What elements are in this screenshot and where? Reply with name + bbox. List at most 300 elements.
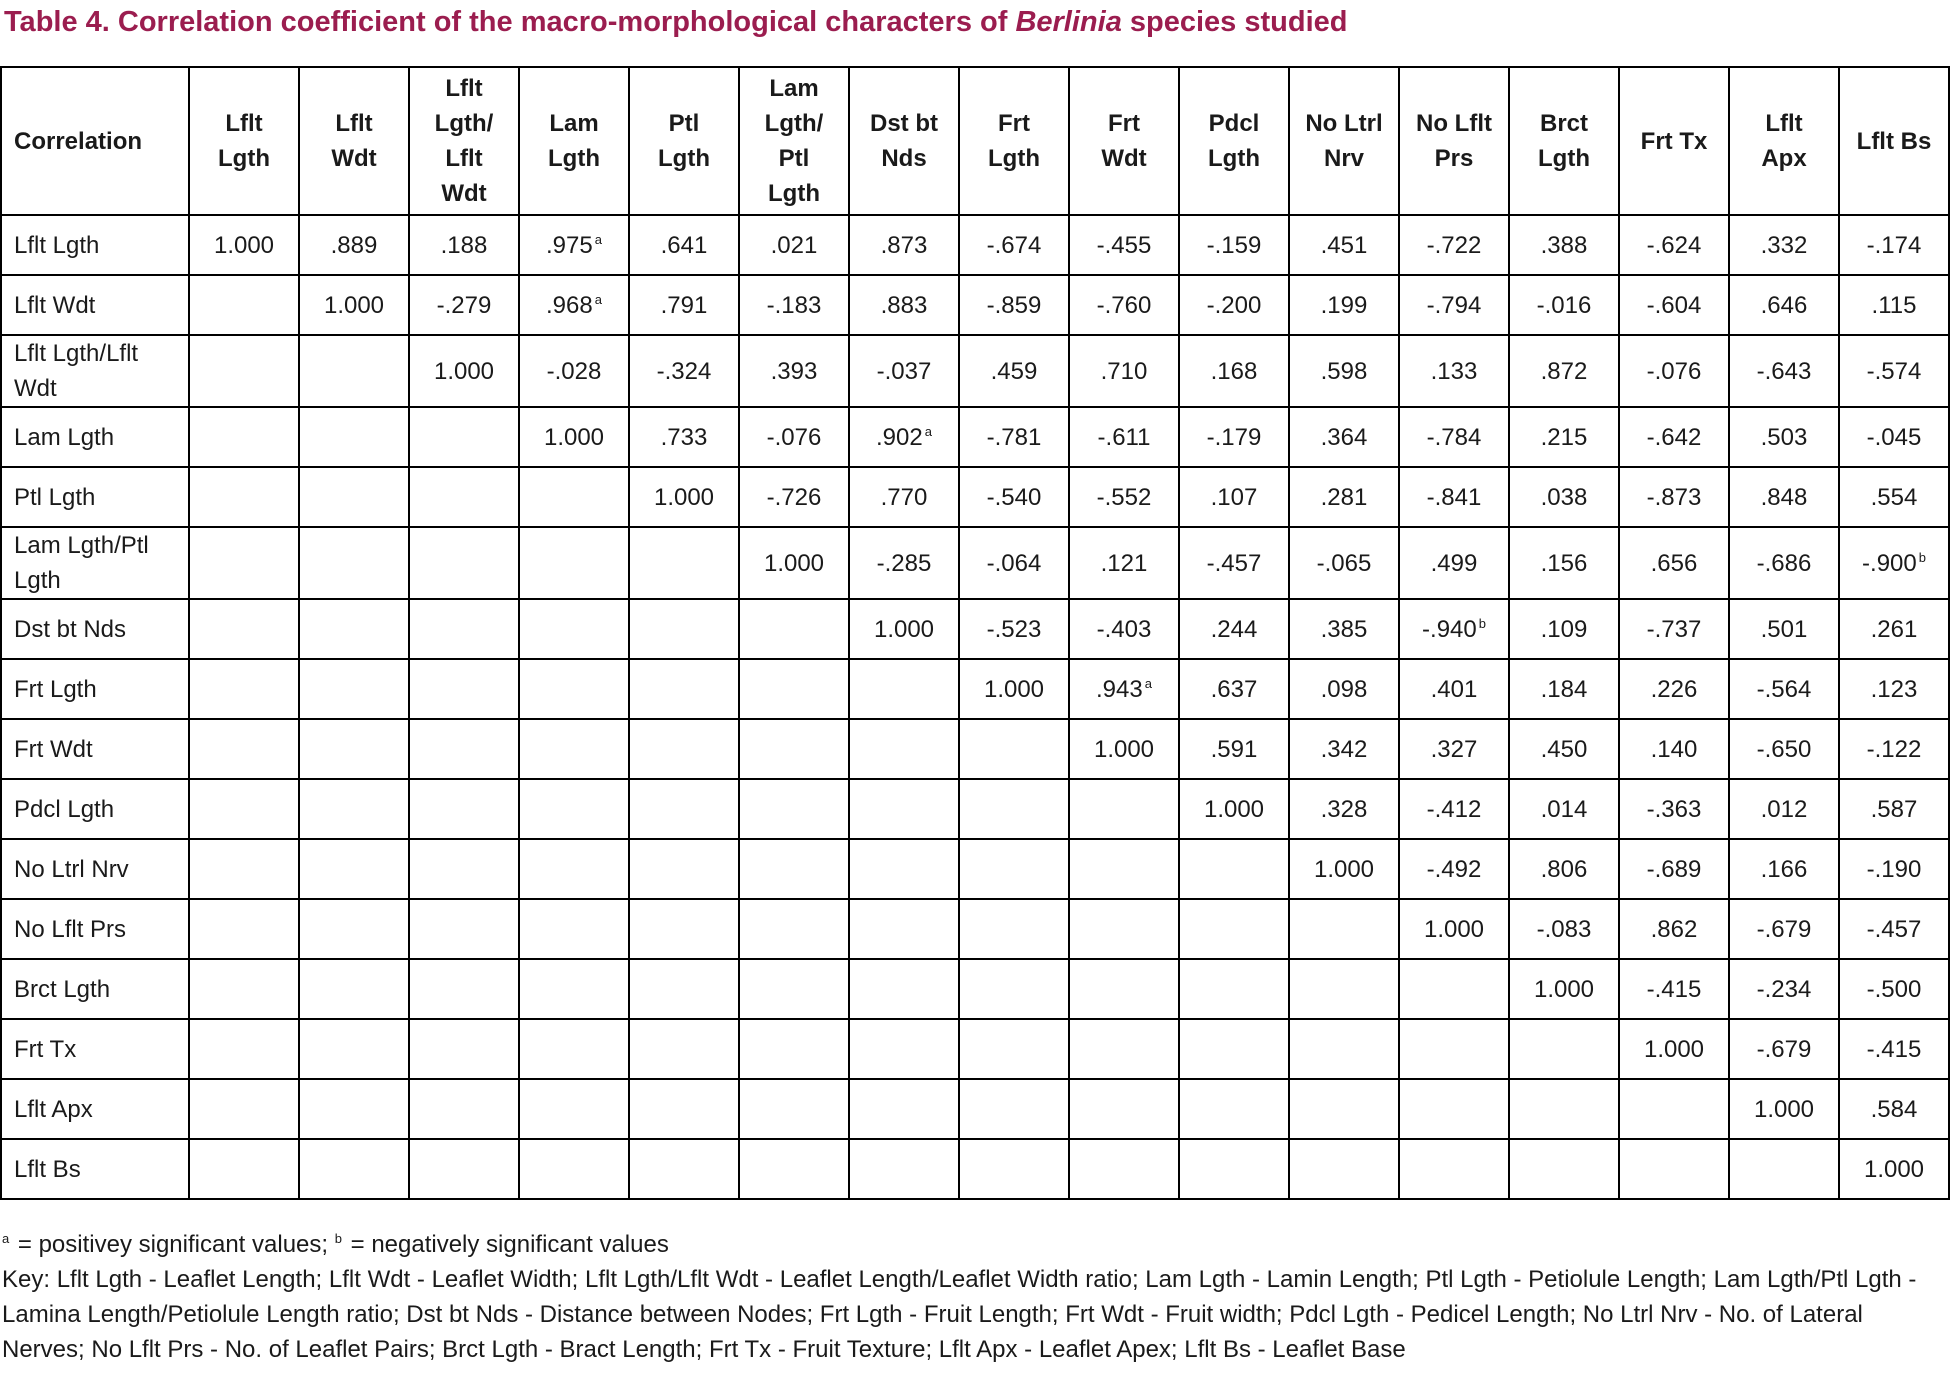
table-cell [1069,719,1179,779]
column-header-line: Nrv [1323,145,1365,172]
cell-value: -.794 [1426,291,1482,319]
cell-value: 1.000 [1423,915,1485,943]
table-row [1,215,1949,275]
table-cell [189,467,299,527]
cell-value: -.159 [1206,231,1262,259]
table-cell [1289,215,1399,275]
footnote-text-b: = negatively significant values [343,1231,669,1258]
row-label-line: Frt Tx [14,1035,77,1063]
table-row [1,527,1949,599]
cell-value: -.564 [1756,675,1812,703]
table-cell [299,599,409,659]
table-cell [189,407,299,467]
table-cell [1619,275,1729,335]
table-cell [519,599,629,659]
table-cell [849,275,959,335]
column-header-line: Frt Tx [1640,127,1708,155]
column-header [1289,67,1399,215]
cell-value: .889 [330,231,378,259]
table-cell [849,527,959,599]
table-cell [1289,467,1399,527]
table-cell [189,839,299,899]
table-cell [189,527,299,599]
table-cell [1069,1079,1179,1139]
table-cell [1179,659,1289,719]
column-header-line: Lflt [225,110,263,137]
cell-value: .501 [1760,615,1808,643]
row-label [1,527,189,599]
table-cell [1839,527,1949,599]
row-label [1,467,189,527]
table-cell [519,527,629,599]
table-cell [1399,275,1509,335]
table-cell [299,275,409,335]
cell-value: -.940 [1422,615,1477,643]
column-header [189,67,299,215]
table-cell [959,215,1069,275]
cell-value: -.604 [1646,291,1702,319]
cell-value: 1.000 [983,675,1045,703]
cell-value: -.679 [1756,1035,1812,1063]
table-cell [1069,659,1179,719]
cell-value: -.457 [1206,549,1262,577]
table-row [1,899,1949,959]
table-cell [1289,899,1399,959]
table-cell [189,959,299,1019]
table-cell [1399,839,1509,899]
cell-value: 1.000 [213,231,275,259]
table-cell [1619,527,1729,599]
cell-value: 1.000 [653,483,715,511]
table-cell [739,1139,849,1199]
table-cell [1729,215,1839,275]
cell-value: .459 [990,357,1038,385]
table-row [1,599,1949,659]
cell-value: -.083 [1536,915,1592,943]
column-header-line: Lam [769,75,819,102]
table-cell [1509,335,1619,407]
cell-value: .733 [660,423,708,451]
cell-value: .848 [1760,483,1808,511]
table-cell [1179,527,1289,599]
cell-value: -.574 [1866,357,1922,385]
row-label-line: Pdcl Lgth [14,795,115,823]
cell-value: -.726 [766,483,822,511]
cell-value: 1.000 [1203,795,1265,823]
row-label [1,779,189,839]
cell-value: -.174 [1866,231,1922,259]
footnote-mark-a: a [2,1231,10,1246]
table-cell [1179,467,1289,527]
table-cell [409,719,519,779]
table-cell [1509,719,1619,779]
table-cell [629,659,739,719]
table-cell [1839,335,1949,407]
cell-value: -.689 [1646,855,1702,883]
significance-footnote [2,1227,1950,1262]
table-cell [299,839,409,899]
cell-value: .968 [546,291,593,319]
table-cell [299,779,409,839]
table-cell [519,959,629,1019]
table-cell [629,1139,739,1199]
cell-value: .166 [1760,855,1808,883]
table-cell [1069,275,1179,335]
table-cell [1839,275,1949,335]
significance-mark: b [1478,615,1486,631]
cell-value: .184 [1540,675,1588,703]
table-cell [959,899,1069,959]
table-cell [1509,215,1619,275]
table-cell [299,215,409,275]
table-cell [1179,779,1289,839]
cell-value: -.679 [1756,915,1812,943]
cell-value: .244 [1210,615,1258,643]
table-cell [959,335,1069,407]
cell-value: 1.000 [433,357,495,385]
row-label [1,719,189,779]
column-header [1069,67,1179,215]
table-cell [519,1079,629,1139]
table-cell [629,407,739,467]
table-cell [1069,1019,1179,1079]
row-label [1,1019,189,1079]
table-cell [1509,599,1619,659]
table-cell [409,1139,519,1199]
table-cell [519,335,629,407]
cell-value: .806 [1540,855,1588,883]
table-cell [1619,719,1729,779]
cell-value: -.686 [1756,549,1812,577]
column-header-line: Wdt [441,180,487,207]
cell-value: .133 [1430,357,1478,385]
column-header-line: Lflt Bs [1856,127,1932,155]
cell-value: -.873 [1646,483,1702,511]
table-cell [1729,467,1839,527]
table-row [1,839,1949,899]
cell-value: -.781 [986,423,1042,451]
table-cell [1729,1139,1839,1199]
column-header [739,67,849,215]
table-cell [849,719,959,779]
table-cell [849,959,959,1019]
table-cell [299,335,409,407]
column-header-line: Lflt [445,145,483,172]
table-cell [629,779,739,839]
table-cell [409,779,519,839]
column-header-line: Lflt [1765,110,1803,137]
table-cell [1509,899,1619,959]
cell-value: .637 [1210,675,1258,703]
column-header [1729,67,1839,215]
table-cell [409,899,519,959]
cell-value: -.540 [986,483,1042,511]
cell-value: .199 [1320,291,1368,319]
table-cell [1289,1139,1399,1199]
row-label-line: Lflt Lgth [14,231,100,259]
table-cell [1399,1019,1509,1079]
cell-value: .770 [880,483,928,511]
row-label [1,1079,189,1139]
column-header-line: Nds [881,145,927,172]
cell-value: 1.000 [1753,1095,1815,1123]
cell-value: .021 [770,231,818,259]
column-header-line: Frt [998,110,1030,137]
table-cell [1289,407,1399,467]
cell-value: .499 [1430,549,1478,577]
row-label [1,335,189,407]
cell-value: 1.000 [1533,975,1595,1003]
table-cell [739,959,849,1019]
column-header-line: Lflt [335,110,373,137]
cell-value: .215 [1540,423,1588,451]
cell-value: 1.000 [1313,855,1375,883]
table-cell [1729,335,1839,407]
table-cell [1509,839,1619,899]
cell-value: .107 [1210,483,1258,511]
cell-value: .342 [1320,735,1368,763]
row-label-line: Lflt Wdt [14,291,96,319]
table-cell [409,659,519,719]
table-cell [1289,839,1399,899]
table-cell [189,1019,299,1079]
table-cell [629,467,739,527]
cell-value: .115 [1871,291,1917,319]
cell-value: -.674 [986,231,1042,259]
table-cell [1289,959,1399,1019]
table-cell [739,779,849,839]
table-cell [1179,899,1289,959]
row-label-line: Dst bt Nds [14,615,127,643]
cell-value: .943 [1096,675,1143,703]
column-header-line: Lgth [1538,145,1590,172]
significance-mark: a [924,423,932,439]
table-cell [1619,1139,1729,1199]
row-label-line: Lflt Apx [14,1095,93,1123]
table-cell [1729,839,1839,899]
column-header [629,67,739,215]
significance-mark: a [1144,675,1152,691]
column-header [1839,67,1949,215]
significance-mark: b [1918,549,1926,565]
table-cell [1509,959,1619,1019]
abbreviation-key: Key: Lflt Lgth - Leaflet Length; Lflt Wdt - Leaflet Width; Lflt Lgth/Lflt Wdt - Leaflet Length/Leaflet Width ratio; Lam Lgth - Lamin Length; Ptl Lgth - Petiolule Length; Lam Lgth/Ptl Lgth - Lamina Length/Petiolule Length ratio; Dst bt Nds - Distance between Nodes; Frt Lgth - Fruit Length; Frt Wdt - Fruit width; Pdcl Lgth - Pedicel Length; No Ltrl Nrv - No. of Lateral Nerves; No Lflt Prs - No. of Leaflet Pairs; Brct Lgth - Bract Length; Frt Tx - Fruit Texture; Lflt Apx - Leaflet Apex; Lflt Bs - Leaflet Base [2,1266,1917,1363]
cell-value: .598 [1320,357,1368,385]
column-header-line: No Lflt [1416,110,1492,137]
cell-value: -.415 [1646,975,1702,1003]
table-cell [189,899,299,959]
cell-value: .261 [1870,615,1918,643]
column-header [1399,67,1509,215]
table-cell [1729,959,1839,1019]
table-cell [409,407,519,467]
cell-value: -.285 [876,549,932,577]
table-cell [1619,599,1729,659]
column-header-line: Lgth [768,180,820,207]
table-cell [849,839,959,899]
table-cell [739,335,849,407]
table-cell [1619,659,1729,719]
table-row [1,275,1949,335]
table-cell [959,275,1069,335]
row-label [1,1139,189,1199]
table-cell [1399,1139,1509,1199]
table-cell [519,839,629,899]
table-cell [1839,719,1949,779]
table-cell [629,335,739,407]
table-cell [1729,275,1839,335]
cell-value: .123 [1870,675,1918,703]
column-header-line: Lam [549,110,599,137]
row-label [1,407,189,467]
table-cell [739,659,849,719]
column-header-line: Dst bt [870,110,938,137]
table-cell [849,899,959,959]
table-cell [959,719,1069,779]
table-cell [1179,1079,1289,1139]
cell-value: -.737 [1646,615,1702,643]
cell-value: .038 [1540,483,1588,511]
table-cell [189,719,299,779]
table-cell [409,839,519,899]
table-cell [189,275,299,335]
table-cell [959,527,1069,599]
cell-value: 1.000 [873,615,935,643]
table-cell [959,407,1069,467]
table-cell [739,1079,849,1139]
cell-value: .014 [1540,795,1588,823]
table-cell [1509,779,1619,839]
table-cell [519,1019,629,1079]
row-label-line: Lam Lgth [14,423,115,451]
table-cell [1399,599,1509,659]
cell-value: .168 [1210,357,1258,385]
table-cell [1069,215,1179,275]
header-row [1,67,1949,215]
column-header-line: Frt [1108,110,1140,137]
table-cell [1069,779,1179,839]
table-cell [1069,407,1179,467]
table-cell [959,599,1069,659]
table-cell [1839,467,1949,527]
table-cell [1179,407,1289,467]
table-cell [1619,467,1729,527]
column-header-line: Lgth [548,145,600,172]
table-cell [739,719,849,779]
row-label-line: No Ltrl Nrv [14,855,129,883]
cell-value: .401 [1430,675,1478,703]
cell-value: -.642 [1646,423,1702,451]
cell-value: .281 [1320,483,1368,511]
table-row [1,335,1949,407]
table-cell [959,1079,1069,1139]
row-label-line: Lam Lgth/Ptl [14,532,149,559]
table-cell [1289,1019,1399,1079]
cell-value: -.415 [1866,1035,1922,1063]
cell-value: -.200 [1206,291,1262,319]
table-cell [409,335,519,407]
table-cell [189,335,299,407]
column-header [849,67,959,215]
table-cell [519,899,629,959]
table-cell [1289,599,1399,659]
table-cell [519,779,629,839]
table-cell [1729,779,1839,839]
table-cell [299,527,409,599]
column-header-line: No Ltrl [1305,110,1383,137]
cell-value: 1.000 [543,423,605,451]
table-cell [1069,899,1179,959]
table-cell [959,467,1069,527]
table-cell [629,527,739,599]
cell-value: -.611 [1097,423,1151,451]
table-cell [1509,467,1619,527]
table-cell [1289,719,1399,779]
cell-value: .188 [440,231,488,259]
table-cell [1839,1019,1949,1079]
table-cell [1069,839,1179,899]
table-row [1,659,1949,719]
table-cell [1509,407,1619,467]
column-header [959,67,1069,215]
table-cell [299,1139,409,1199]
table-cell [299,659,409,719]
cell-value: .109 [1540,615,1588,643]
table-cell [1509,659,1619,719]
table-cell [409,1019,519,1079]
table-cell [1729,527,1839,599]
table-cell [1619,899,1729,959]
table-cell [409,959,519,1019]
row-label [1,959,189,1019]
cell-value: -.045 [1866,423,1922,451]
table-cell [1399,215,1509,275]
cell-value: .328 [1320,795,1368,823]
cell-value: .554 [1870,483,1918,511]
table-cell [519,719,629,779]
table-cell [629,215,739,275]
table-cell [1619,839,1729,899]
row-label-line: Wdt [14,375,57,402]
table-cell [299,1019,409,1079]
cell-value: -.492 [1426,855,1482,883]
cell-value: .140 [1650,735,1698,763]
table-cell [1289,335,1399,407]
cell-value: .098 [1320,675,1368,703]
table-cell [299,467,409,527]
title-suffix: species studied [1121,6,1348,38]
table-cell [299,1079,409,1139]
table-cell [1179,275,1289,335]
table-row [1,779,1949,839]
column-header-line: Lflt [445,75,483,102]
row-label-line: Lflt Lgth/Lflt [14,340,139,367]
cell-value: 1.000 [1643,1035,1705,1063]
table-row [1,719,1949,779]
column-header [1179,67,1289,215]
cell-value: .327 [1430,735,1478,763]
row-label-line: Lgth [14,567,61,594]
cell-value: .591 [1210,735,1258,763]
table-row [1,1019,1949,1079]
table-cell [1839,1079,1949,1139]
cell-value: -.722 [1426,231,1482,259]
significance-mark: a [594,291,602,307]
cell-value: .975 [546,231,593,259]
cell-value: .791 [660,291,708,319]
table-cell [1839,599,1949,659]
table-cell [1839,1139,1949,1199]
